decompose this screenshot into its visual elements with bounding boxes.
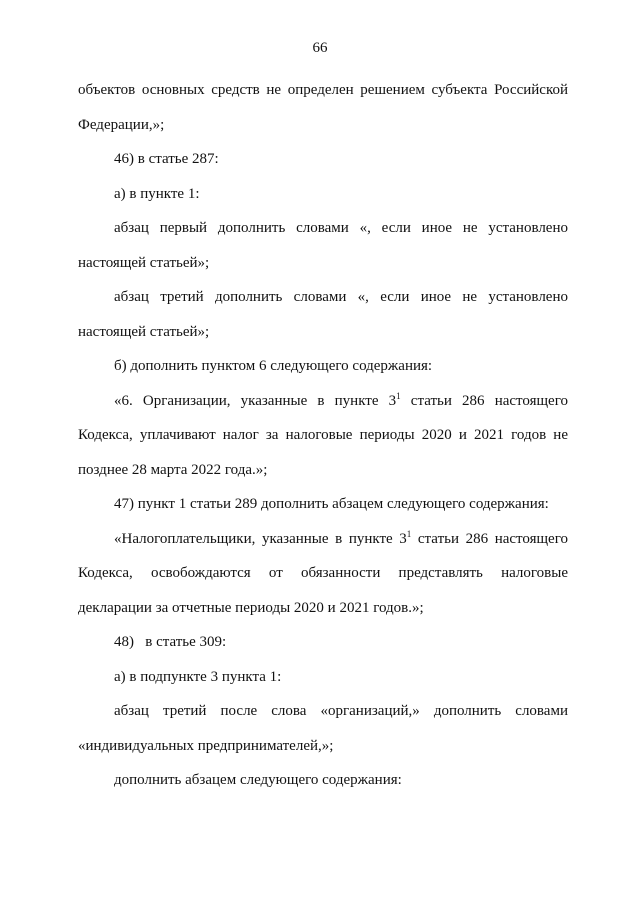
paragraph-item-48 xyxy=(78,625,568,660)
superscript: 1 xyxy=(406,528,412,539)
paragraph-abzac-first xyxy=(78,211,568,280)
paragraph-text: б) дополнить пунктом 6 следующего содержания: xyxy=(114,358,433,374)
paragraph-text: дополнить абзацем следующего содержания: xyxy=(114,772,402,788)
paragraph-add-abzac xyxy=(78,763,568,798)
paragraph-point-6 xyxy=(78,384,568,488)
paragraph-abzac-third-2 xyxy=(78,694,568,763)
document-body xyxy=(78,73,568,798)
paragraph-subitem-b xyxy=(78,349,568,384)
paragraph-subitem-a xyxy=(78,177,568,212)
paragraph-text: «6. Организации, указанные в пункте 3 xyxy=(114,392,397,409)
paragraph-text: 46) в статье 287: xyxy=(114,151,219,167)
paragraph-subitem-a-2 xyxy=(78,660,568,695)
paragraph-text: «Налогоплательщики, указанные в пункте 3 xyxy=(114,530,407,547)
paragraph-taxpayers xyxy=(78,522,568,626)
paragraph-text: абзац первый дополнить словами «, если иное не установлено настоящей статьей»; xyxy=(78,220,568,271)
paragraph-item-46 xyxy=(78,142,568,177)
paragraph-text: 48) в статье 309: xyxy=(114,634,227,650)
paragraph-text: абзац третий дополнить словами «, если иное не установлено настоящей статьей»; xyxy=(78,289,568,340)
paragraph-text: абзац третий после слова «организаций,» дополнить словами «индивидуальных предпринимателей,»; xyxy=(78,703,568,754)
paragraph-text: статьи 286 настоящего Кодекса, освобождаются от обязанности представлять налоговые декларации за отчетные периоды 2020 и 2021 годов.»; xyxy=(78,530,568,616)
paragraph-text: объектов основных средств не определен решением субъекта Российской Федерации,»; xyxy=(78,82,568,133)
paragraph-text: а) в подпункте 3 пункта 1: xyxy=(114,668,282,685)
paragraph-text: 47) пункт 1 статьи 289 дополнить абзацем следующего содержания: xyxy=(114,496,549,512)
page-number: 66 xyxy=(312,40,328,56)
paragraph-item-47 xyxy=(78,487,568,522)
paragraph-text: а) в пункте 1: xyxy=(114,185,200,202)
paragraph-continuation xyxy=(78,73,568,142)
paragraph-abzac-third xyxy=(78,280,568,349)
superscript: 1 xyxy=(396,390,401,401)
paragraph-text: статьи 286 настоящего Кодекса, уплачивают налог за налоговые периоды 2020 и 2021 годов не позднее 28 марта 2022 года.»; xyxy=(78,392,568,478)
